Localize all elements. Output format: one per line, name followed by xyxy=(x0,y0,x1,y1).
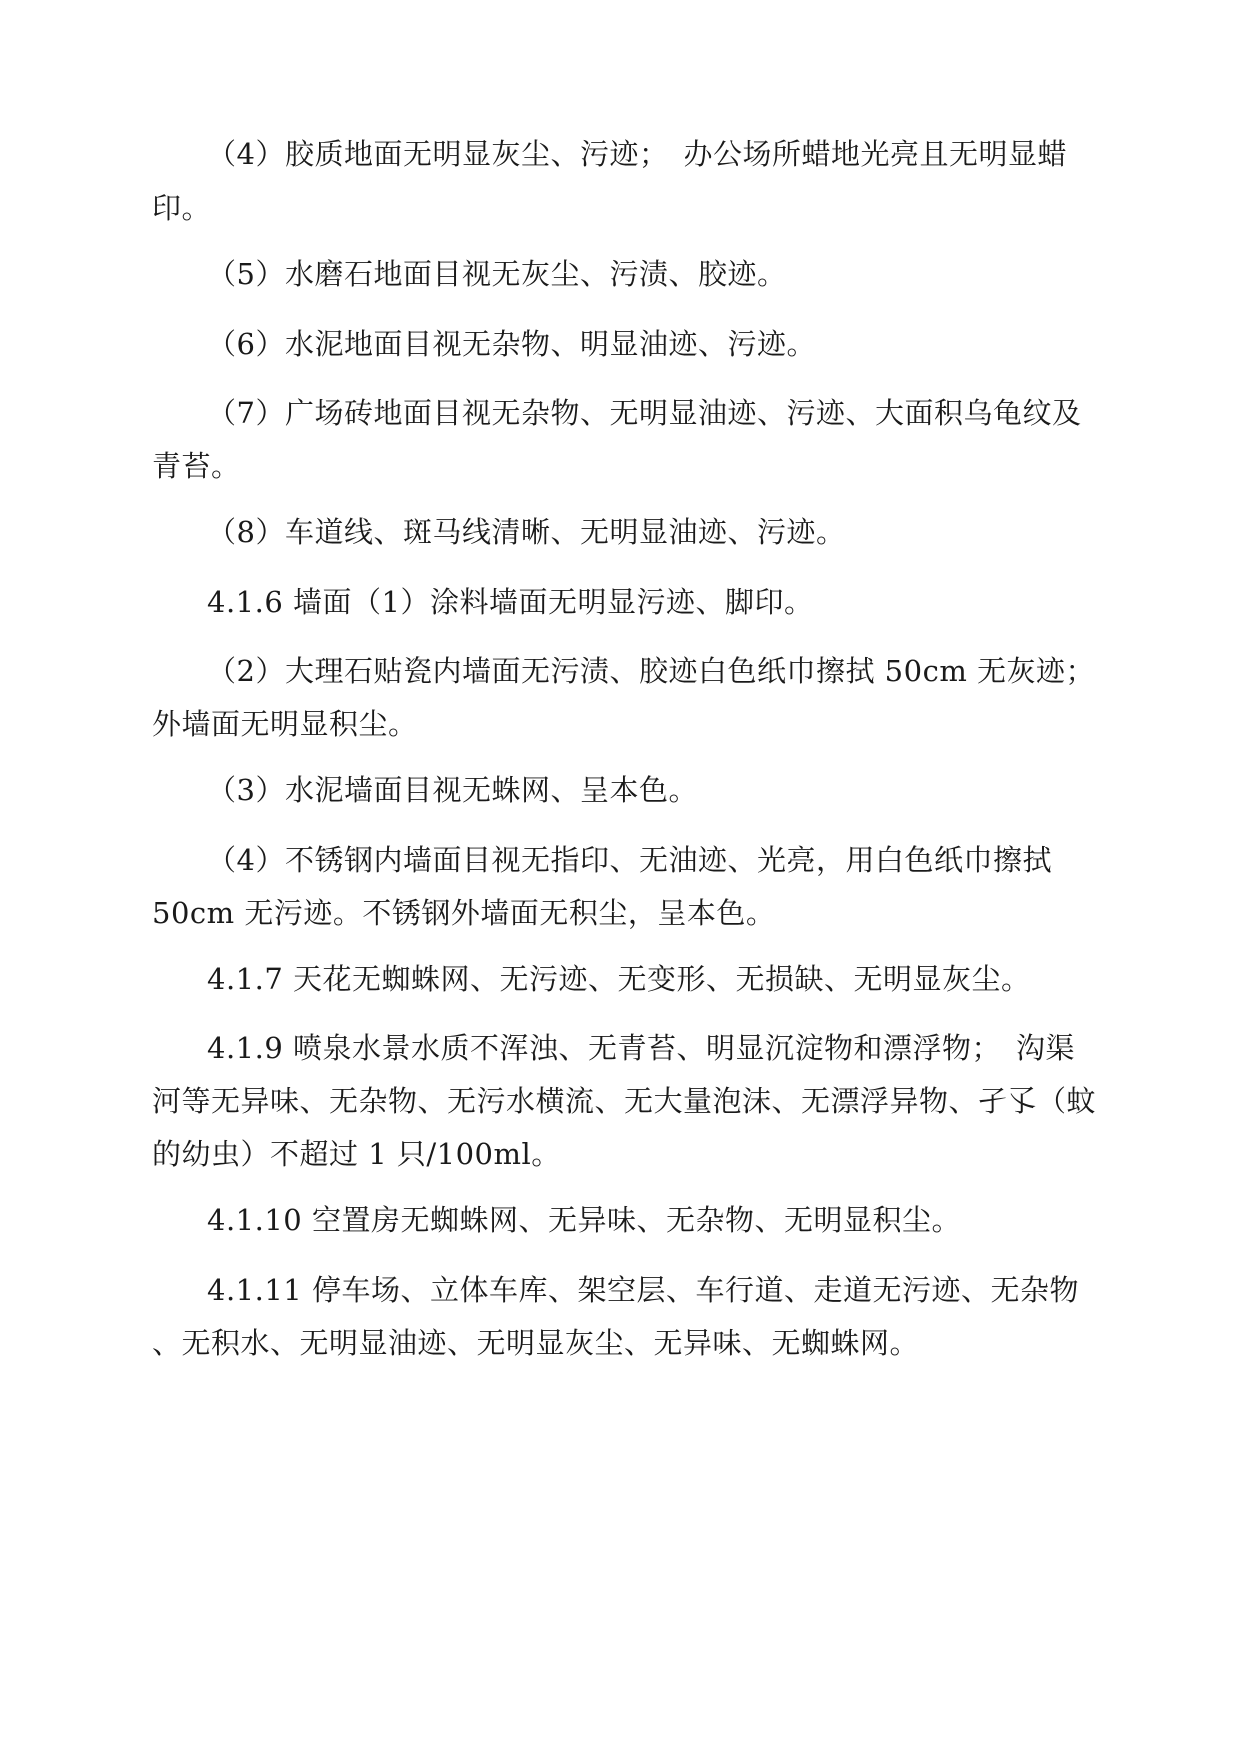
paragraph-7-plaza-brick-floor: （7）广场砖地面目视无杂物、无明显油迹、污迹、大面积乌龟纹及 xyxy=(207,396,1082,430)
paragraph-8-lane-lines: （8）车道线、斑马线清晰、无明显油迹、污迹。 xyxy=(207,515,846,549)
paragraph-2-marble-wall-cont: 外墙面无明显积尘。 xyxy=(152,707,418,741)
section-4-1-9-fountain-cont-2: 的幼虫）不超过 1 只/100ml。 xyxy=(152,1137,561,1171)
section-4-1-9-fountain: 4.1.9 喷泉水景水质不浑浊、无青苔、明显沉淀物和漂浮物； 沟渠 xyxy=(207,1031,1076,1065)
paragraph-4-steel-wall-cont: 50cm 无污迹。不锈钢外墙面无积尘，呈本色。 xyxy=(152,896,776,930)
paragraph-3-cement-wall: （3）水泥墙面目视无蛛网、呈本色。 xyxy=(207,773,698,807)
section-4-1-10-vacant-rooms: 4.1.10 空置房无蜘蛛网、无异味、无杂物、无明显积尘。 xyxy=(207,1203,961,1237)
paragraph-7-plaza-brick-floor-cont: 青苔。 xyxy=(152,449,241,483)
section-4-1-11-parking: 4.1.11 停车场、立体车库、架空层、车行道、走道无污迹、无杂物 xyxy=(207,1273,1079,1307)
section-4-1-6-walls: 4.1.6 墙面（1）涂料墙面无明显污迹、脚印。 xyxy=(207,585,814,619)
section-4-1-9-fountain-cont-1: 河等无异味、无杂物、无污水横流、无大量泡沫、无漂浮异物、孑孓（蚊 xyxy=(152,1084,1097,1118)
paragraph-4-glue-floor-cont: 印。 xyxy=(152,191,212,225)
paragraph-4-glue-floor: （4）胶质地面无明显灰尘、污迹； 办公场所蜡地光亮且无明显蜡 xyxy=(207,137,1067,171)
paragraph-6-cement-floor: （6）水泥地面目视无杂物、明显油迹、污迹。 xyxy=(207,327,816,361)
section-4-1-11-parking-cont: 、无积水、无明显油迹、无明显灰尘、无异味、无蜘蛛网。 xyxy=(152,1326,920,1360)
paragraph-2-marble-wall: （2）大理石贴瓷内墙面无污渍、胶迹白色纸巾擦拭 50cm 无灰迹； xyxy=(207,654,1096,688)
section-4-1-7-ceiling: 4.1.7 天花无蜘蛛网、无污迹、无变形、无损缺、无明显灰尘。 xyxy=(207,962,1031,996)
paragraph-5-terrazzo-floor: （5）水磨石地面目视无灰尘、污渍、胶迹。 xyxy=(207,257,787,291)
paragraph-4-steel-wall: （4）不锈钢内墙面目视无指印、无油迹、光亮，用白色纸巾擦拭 xyxy=(207,843,1052,877)
